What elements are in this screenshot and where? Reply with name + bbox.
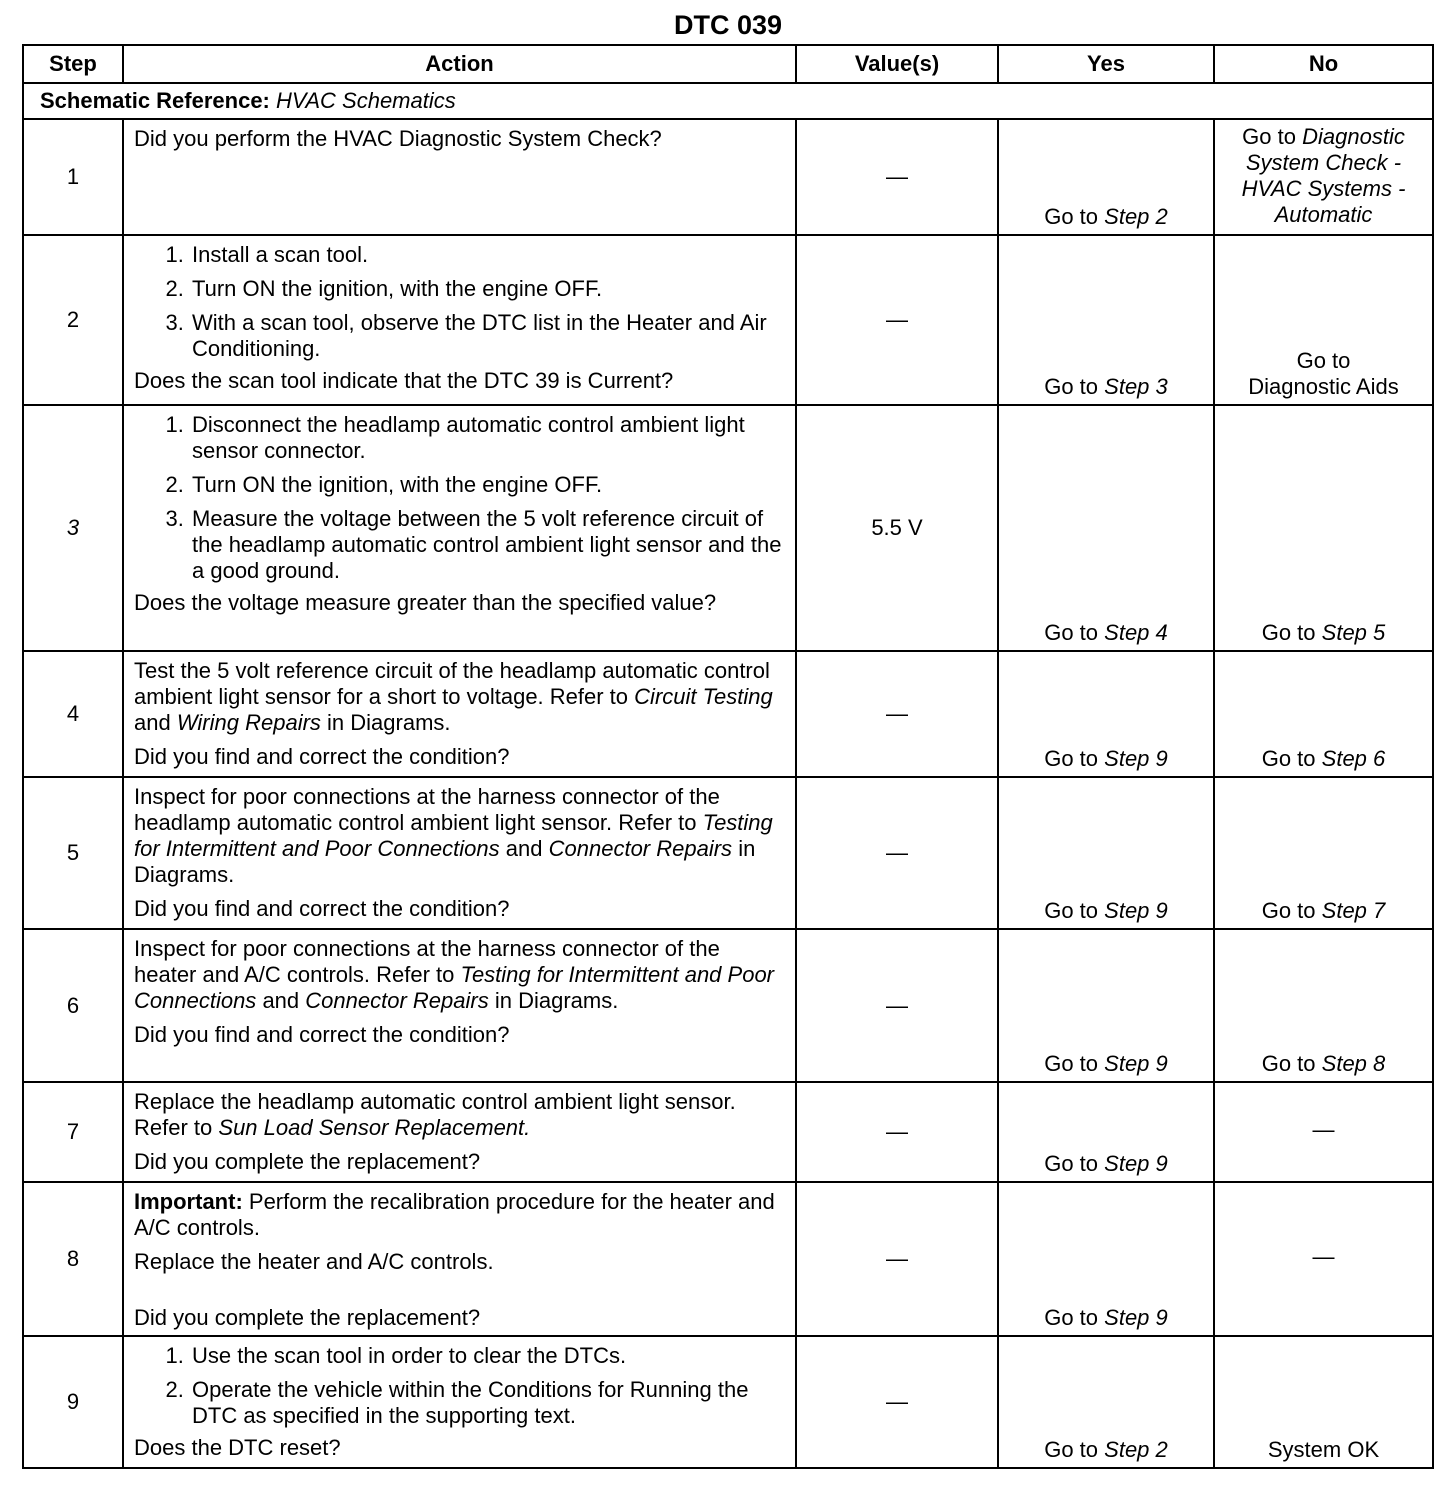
action-instruction: Inspect for poor connections at the harness connector of the heater and A/C controls. Refer to (134, 936, 720, 987)
action-instruction: Replace the heater and A/C controls. (134, 1249, 494, 1274)
action-cell (123, 405, 796, 651)
no-cell (1214, 235, 1433, 405)
header-action: Action (123, 45, 796, 83)
action-text (134, 658, 785, 736)
yes-cell (998, 1082, 1214, 1182)
table-row (23, 929, 1433, 1082)
conjunction: and (505, 836, 543, 861)
value-cell: — (796, 1336, 998, 1468)
goto-text: Go to (1296, 348, 1351, 373)
goto-text: Go to (1261, 620, 1316, 645)
table-row (23, 777, 1433, 929)
table-row (23, 235, 1433, 405)
action-step: 1. Disconnect the headlamp automatic control ambient light sensor connector. (190, 412, 785, 464)
action-steps (134, 412, 785, 584)
action-cell (123, 929, 796, 1082)
step-number: 5 (23, 777, 123, 929)
action-cell (123, 651, 796, 777)
step-number: 2 (23, 235, 123, 405)
table-row (23, 1336, 1433, 1468)
action-step: 2. Turn ON the ignition, with the engine OFF. (190, 276, 785, 302)
table-row (23, 405, 1433, 651)
ref-link[interactable]: Connector Repairs (548, 836, 733, 861)
no-link[interactable]: Step 5 (1321, 620, 1386, 645)
table-row (23, 651, 1433, 777)
yes-link[interactable]: Step 2 (1104, 204, 1168, 229)
important-note (134, 1189, 785, 1241)
action-text (134, 784, 785, 888)
action-step: 3. Measure the voltage between the 5 volt reference circuit of the headlamp automatic control ambient light sensor and the a good ground. (190, 506, 785, 584)
yes-cell (998, 777, 1214, 929)
value-cell: — (796, 651, 998, 777)
important-text: Perform the recalibration procedure for the heater and A/C controls. (134, 1189, 775, 1240)
goto-text: Go to (1044, 1151, 1099, 1176)
action-cell (123, 1182, 796, 1336)
question: Did you find and correct the condition? (134, 1022, 510, 1047)
no-cell (1214, 777, 1433, 929)
action-steps (134, 242, 785, 362)
question: Did you find and correct the condition? (134, 744, 510, 769)
question: Does the scan tool indicate that the DTC 39 is Current? (134, 368, 674, 393)
table-row (23, 1082, 1433, 1182)
yes-link[interactable]: Step 2 (1104, 1437, 1168, 1462)
yes-link[interactable]: Step 3 (1104, 374, 1168, 399)
schematic-reference (23, 83, 1433, 119)
goto-text: Go to (1261, 898, 1316, 923)
ref-link[interactable]: Testing for Intermittent and Poor Connections (134, 962, 774, 1013)
diagrams-ref: in Diagrams. (327, 710, 451, 735)
action-step: 2. Turn ON the ignition, with the engine OFF. (190, 472, 785, 498)
goto-text: Go to (1044, 374, 1099, 399)
diagrams-ref: in Diagrams. (134, 836, 756, 887)
value-cell: 5.5 V (796, 405, 998, 651)
goto-text: Go to (1261, 746, 1316, 771)
yes-cell (998, 929, 1214, 1082)
table-row (23, 119, 1433, 235)
ref-link[interactable]: Circuit Testing (634, 684, 773, 709)
no-link[interactable]: Diagnostic Aids (1248, 374, 1399, 399)
question: Did you perform the HVAC Diagnostic System Check? (134, 126, 662, 151)
yes-cell (998, 1182, 1214, 1336)
no-cell (1214, 651, 1433, 777)
ref-link[interactable]: Connector Repairs (305, 988, 489, 1013)
header-row (23, 45, 1433, 83)
no-cell (1214, 405, 1433, 651)
no-cell: — (1214, 1182, 1433, 1336)
conjunction: and (262, 988, 300, 1013)
yes-link[interactable]: Step 9 (1104, 746, 1168, 771)
yes-cell (998, 119, 1214, 235)
important-label: Important: (134, 1189, 243, 1214)
goto-text: Go to (1044, 620, 1099, 645)
goto-text: Go to (1044, 204, 1099, 229)
question: Did you find and correct the condition? (134, 896, 510, 921)
action-cell (123, 777, 796, 929)
action-steps (134, 1343, 785, 1429)
header-no: No (1214, 45, 1433, 83)
goto-text: Go to (1044, 1437, 1099, 1462)
step-number: 1 (23, 119, 123, 235)
header-yes: Yes (998, 45, 1214, 83)
ref-link[interactable]: Wiring Repairs (176, 710, 321, 735)
step-number: 8 (23, 1182, 123, 1336)
no-link[interactable]: Step 8 (1321, 1051, 1386, 1076)
header-step: Step (23, 45, 123, 83)
yes-link[interactable]: Step 9 (1104, 898, 1168, 923)
goto-text: Go to (1044, 1051, 1099, 1076)
action-instruction: Test the 5 volt reference circuit of the headlamp automatic control ambient light sensor for a short to voltage. Refer to (134, 658, 770, 709)
goto-text: Go to (1242, 124, 1296, 149)
no-cell: System OK (1214, 1336, 1433, 1468)
value-cell: — (796, 235, 998, 405)
action-step: 2. Operate the vehicle within the Conditions for Running the DTC as specified in the supporting text. (190, 1377, 785, 1429)
yes-link[interactable]: Step 9 (1104, 1305, 1168, 1330)
value-cell: — (796, 1182, 998, 1336)
ref-link[interactable]: Testing for Intermittent and Poor Connections (134, 810, 773, 861)
question: Does the DTC reset? (134, 1435, 341, 1460)
goto-text: Go to (1261, 1051, 1316, 1076)
action-instruction: Inspect for poor connections at the harness connector of the headlamp automatic control ambient light sensor. Refer to (134, 784, 720, 835)
step-number: 3 (23, 405, 123, 651)
diagrams-ref: in Diagrams. (494, 988, 619, 1013)
no-link[interactable]: Diagnostic System Check - HVAC Systems - Automatic (1241, 124, 1406, 227)
header-values: Value(s) (796, 45, 998, 83)
question: Does the voltage measure greater than the specified value? (134, 590, 717, 615)
value-cell: — (796, 929, 998, 1082)
table-row (23, 1182, 1433, 1336)
value-cell: — (796, 777, 998, 929)
action-step: 1. Use the scan tool in order to clear the DTCs. (190, 1343, 785, 1369)
yes-cell (998, 405, 1214, 651)
schematic-label: Schematic Reference: (40, 88, 270, 113)
yes-link[interactable]: Step 9 (1104, 1151, 1168, 1176)
action-step: 3. With a scan tool, observe the DTC list in the Heater and Air Conditioning. (190, 310, 785, 362)
yes-cell (998, 1336, 1214, 1468)
yes-link[interactable]: Step 4 (1104, 620, 1168, 645)
action-instruction: Replace the headlamp automatic control ambient light sensor. Refer to (134, 1089, 736, 1140)
action-cell (123, 235, 796, 405)
action-cell (123, 119, 796, 235)
goto-text: Go to (1044, 746, 1099, 771)
value-cell: — (796, 1082, 998, 1182)
yes-cell (998, 651, 1214, 777)
question: Did you complete the replacement? (134, 1149, 481, 1174)
conjunction: and (134, 710, 171, 735)
no-cell (1214, 929, 1433, 1082)
schematic-row (23, 83, 1433, 119)
ref-link[interactable]: Sun Load Sensor Replacement. (218, 1115, 531, 1140)
value-cell: — (796, 119, 998, 235)
no-cell (1214, 119, 1433, 235)
action-step: 1. Install a scan tool. (190, 242, 785, 268)
schematic-ref: HVAC Schematics (276, 88, 456, 113)
no-link[interactable]: Step 7 (1321, 898, 1386, 923)
no-cell: — (1214, 1082, 1433, 1182)
dtc-table (22, 44, 1434, 1469)
action-cell (123, 1336, 796, 1468)
yes-link[interactable]: Step 9 (1104, 1051, 1168, 1076)
step-number: 4 (23, 651, 123, 777)
question: Did you complete the replacement? (134, 1305, 481, 1330)
goto-text: Go to (1044, 898, 1099, 923)
step-number: 6 (23, 929, 123, 1082)
action-text (134, 936, 785, 1014)
no-link[interactable]: Step 6 (1321, 746, 1386, 771)
page-title: DTC 039 (673, 10, 783, 40)
action-cell (123, 1082, 796, 1182)
yes-cell (998, 235, 1214, 405)
step-number: 9 (23, 1336, 123, 1468)
step-number: 7 (23, 1082, 123, 1182)
action-text (134, 1089, 785, 1141)
goto-text: Go to (1044, 1305, 1099, 1330)
